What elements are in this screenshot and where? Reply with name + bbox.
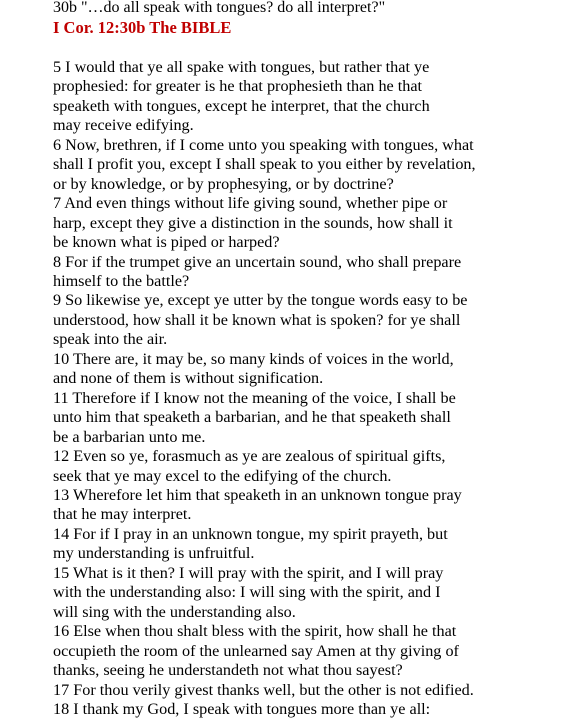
verse-paragraph [53,681,573,700]
verse-paragraph [53,486,573,525]
verse-paragraph [53,350,573,389]
verse-paragraph [53,291,573,349]
verse-line: prophesied: for greater is he that prophesieth than he that [53,77,423,96]
verse-paragraph [53,447,573,486]
verse-paragraph [53,622,573,680]
verse-line: 17 For thou verily givest thanks well, but the other is not edified. [53,680,474,699]
verse-paragraph [53,700,573,719]
verse-line: 16 Else when thou shalt bless with the spirit, how shall he that [53,622,457,641]
verse-line: 5 I would that ye all spake with tongues, but rather that ye [53,58,430,76]
verse-line: occupieth the room of the unlearned say Amen at thy giving of [53,641,459,660]
verse-line: speak into the air. [53,330,168,349]
header-reference: I Cor. 12:30b The BIBLE [53,18,232,37]
verse-line: 7 And even things without life giving sound, whether pipe or [53,194,448,213]
verse-paragraph [53,58,573,136]
verse-line: and none of them is without signification. [53,369,324,388]
verse-line: 11 Therefore if I know not the meaning of the voice, I shall be [53,388,456,407]
verse-line: himself to the battle? [53,271,190,290]
verse-line: or by knowledge, or by prophesying, or by doctrine? [53,174,394,193]
verse-line: 12 Even so ye, forasmuch as ye are zealous of spiritual gifts, [53,447,446,466]
verse-line: 13 Wherefore let him that speaketh in an unknown tongue pray [53,485,462,504]
verse-line: be known what is piped or harped? [53,233,280,252]
verse-line: 6 Now, brethren, if I come unto you speaking with tongues, what [53,135,474,154]
verse-line: thanks, seeing he understandeth not what thou sayest? [53,661,403,680]
verse-line: may receive edifying. [53,116,194,135]
verse-line: that he may interpret. [53,505,192,524]
verse-line: my understanding is unfruitful. [53,544,255,563]
verse-line: speaketh with tongues, except he interpret, that the church [53,96,430,115]
verse-line: with the understanding also: I will sing with the spirit, and I [53,583,441,602]
header-quote: 30b "…do all speak with tongues? do all interpret?" [53,0,386,16]
verse-list [53,58,573,719]
verse-paragraph [53,525,573,564]
verse-line: 18 I thank my God, I speak with tongues more than ye all: [53,699,431,718]
verse-line: be a barbarian unto me. [53,427,206,446]
verse-line: 14 For if I pray in an unknown tongue, my spirit prayeth, but [53,524,448,543]
verse-line: 10 There are, it may be, so many kinds of voices in the world, [53,349,454,368]
verse-paragraph [53,136,573,194]
verse-paragraph [53,253,573,292]
verse-paragraph [53,194,573,252]
verse-line: unto him that speaketh a barbarian, and he that speaketh shall [53,408,451,427]
verse-line: 15 What is it then? I will pray with the spirit, and I will pray [53,563,444,582]
verse-line: 9 So likewise ye, except ye utter by the tongue words easy to be [53,291,468,310]
verse-paragraph [53,389,573,447]
verse-line: harp, except they give a distinction in the sounds, how shall it [53,213,453,232]
verse-paragraph [53,564,573,622]
verse-line: understood, how shall it be known what is spoken? for ye shall [53,310,461,329]
verse-line: will sing with the understanding also. [53,602,296,621]
verse-line: seek that ye may excel to the edifying of the church. [53,466,392,485]
verse-line: 8 For if the trumpet give an uncertain sound, who shall prepare [53,252,462,271]
verse-line: shall I profit you, except I shall speak to you either by revelation, [53,155,476,174]
